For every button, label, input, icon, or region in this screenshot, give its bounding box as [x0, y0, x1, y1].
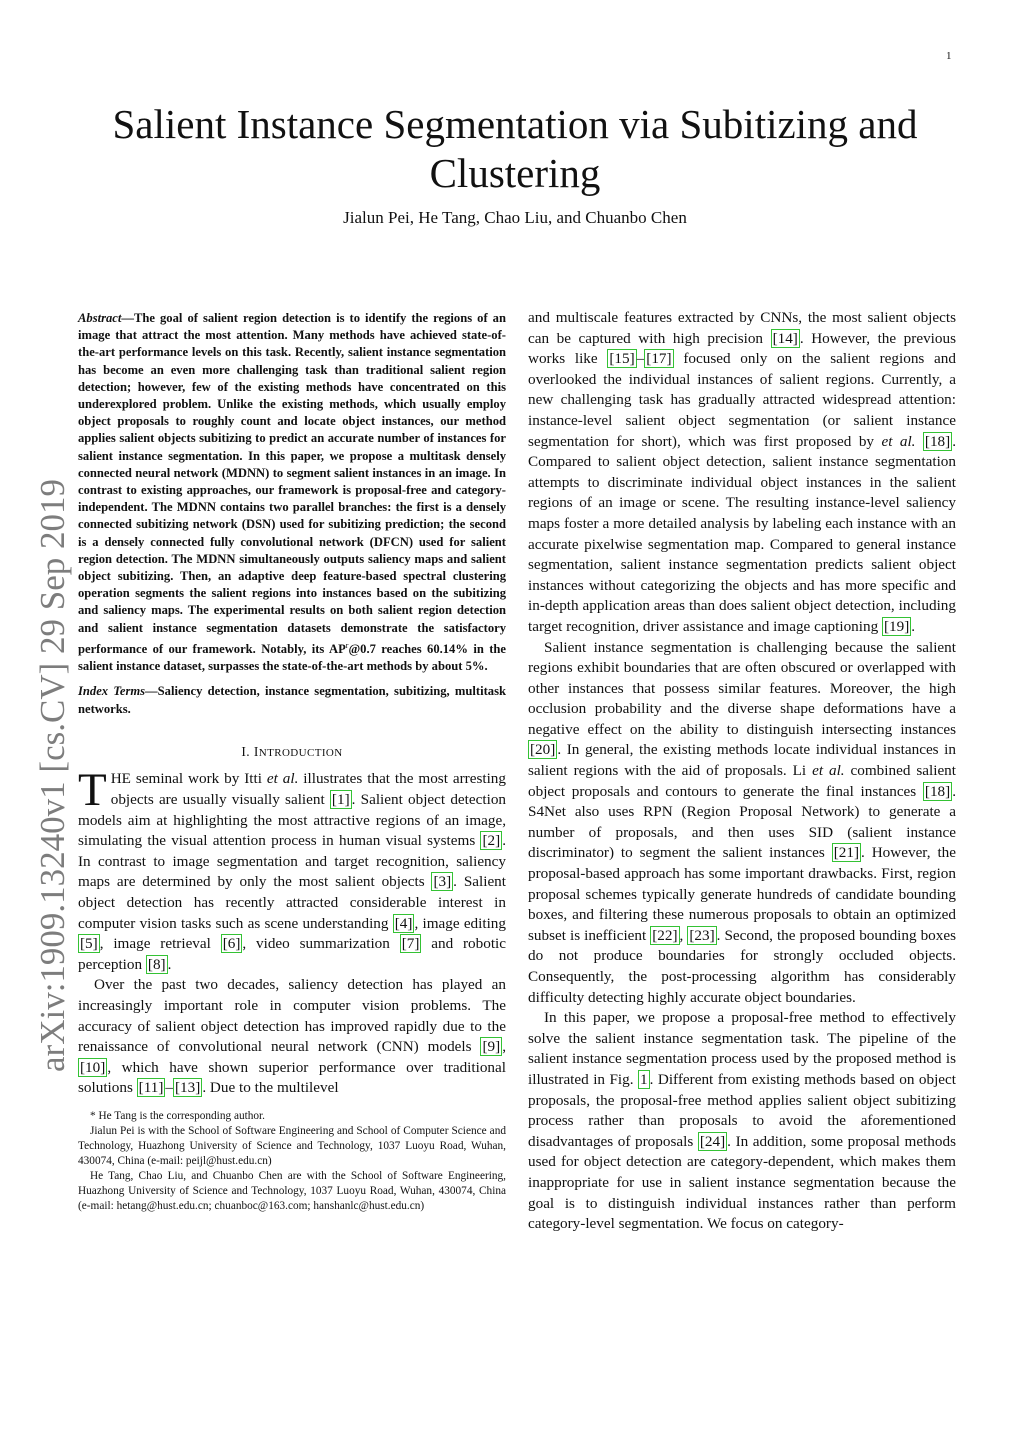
citation-link[interactable]: [6] — [222, 935, 241, 953]
citation-link[interactable]: [24] — [699, 1132, 726, 1150]
right-paragraph-2: Salient instance segmentation is challenging because the salient regions exhibit boundaries that are often obscured or overlapped with other instances that possess similar features. Moreover, the high occlusion probability and the diverse shape deformations have a negative effect on the ability to distinguish intersecting instances [20] . In general, the existing methods locate individual instances in salient regions with the aid of proposals. Li et al. combined salient object proposals and contours to generate the final instances [18] . S4Net also uses RPN (Region Proposal Network) to generate a number of proposals, and then uses SID (salient instance discriminator) to segment the salient instances [21] . However, the proposal-based approach has some important drawbacks. First, region proposal schemes typically generate hundreds of candidate bounding boxes, and filtering these numerous proposals to obtain an optimized subset is inefficient [22] , [23] . Second, the proposed bounding boxes do not produce boundaries for strongly occluded objects. Consequently, the post-processing algorithm has considerably difficulty detecting highly accurate object boundaries. — [528, 638, 957, 1006]
citation-link[interactable]: [2] — [482, 832, 501, 850]
right-column — [528, 308, 956, 1235]
index-terms — [78, 683, 506, 717]
citation-link[interactable]: [11] — [138, 1079, 164, 1097]
footnote-affiliation-2: He Tang, Chao Liu, and Chuanbo Chen are with the School of Software Engineering, Huazhong University of Science and Technology, 1037 Luoyu Road, Wuhan, 430074, China (e-mail: hetang@hust.edu.cn; chuanboc@163.com; hanshanlc@hust.edu.cn) — [78, 1169, 506, 1212]
left-column — [78, 310, 506, 1214]
section-heading-introduction: I. INTRODUCTION — [241, 743, 343, 759]
footnote-block — [78, 1109, 506, 1214]
citation-link[interactable]: [14] — [772, 329, 798, 347]
footnote-corresponding: * He Tang is the corresponding author. — [90, 1109, 266, 1122]
right-paragraph-3: In this paper, we propose a proposal-free method to effectively solve the salient instance segmentation task. The pipeline of the salient instance segmentation process used by the proposed method is illustrated in Fig. 1 . Different from existing methods based on object proposals, the proposal-free method applies salient object subitizing process rather than proposals to avoid the aforementioned disadvantages of proposals [24] . In addition, some proposal methods used for object detection are category-dependent, which makes them inappropriate for use in salient instance segmentation because the goal is to distinguish individual instances rather than perform category-level segmentation. We focus on category- — [528, 1009, 957, 1233]
citation-link[interactable]: [7] — [401, 935, 420, 953]
intro-paragraph-2: Over the past two decades, saliency detection has played an increasingly important role in computer vision problems. The accuracy of salient object detection has improved rapidly due to the renaissance of convolutional neural network (CNN) models [9] , [10] , which have shown superior performance over traditional solutions [11] – [13] . Due to the multilevel — [78, 976, 506, 1097]
citation-link[interactable]: [8] — [147, 955, 166, 973]
index-terms-text: —Saliency detection, instance segmentation, subitizing, multitask networks. — [78, 684, 506, 716]
citation-link[interactable]: [10] — [80, 1058, 106, 1076]
paper-authors: Jialun Pei, He Tang, Chao Liu, and Chuanbo Chen — [343, 208, 687, 227]
page-number: 1 — [946, 50, 952, 62]
abstract-label: Abstract — [78, 311, 122, 325]
citation-link[interactable]: [4] — [394, 914, 413, 932]
abstract-text: —The goal of salient region detection is to identify the regions of an image that attract the most attention. Many methods have achieved state-of-the-art performance levels on this task. Recently, salient instance segmentation has become an even more challenging task than traditional salient region detection; however, few of the existing methods have concentrated on this underexplored problem. Unlike the existing methods, which usually employ object proposals to roughly count and locate object instances, our method applies salient objects subitizing to predict an accurate number of instances for salient instance segmentation. In this paper, we propose a multitask densely connected neural network (MDNN) to segment salient instances in an image. In contrast to existing approaches, our framework is proposal-free and category-independent. The MDNN contains two parallel branches: the first is a densely connected subitizing network (DSN) used for subitizing prediction; the second is a densely connected fully convolutional network (DFCN) used for salient region detection. The MDNN simultaneously outputs saliency maps and salient object subitizing. Then, an adaptive deep feature-based spectral clustering operation segments the salient regions into instances based on the subitizing and saliency maps. The experimental results on both salient region detection and salient instance segmentation datasets demonstrate the satisfactory performance of our framework. Notably, its AP — [78, 311, 506, 657]
abstract-superscript: r — [345, 640, 349, 650]
citation-link[interactable]: [22] — [652, 926, 678, 944]
citation-link[interactable]: [9] — [482, 1038, 501, 1056]
arxiv-stamp: arXiv:1909.13240v1 [cs.CV] 29 Sep 2019 — [33, 478, 72, 1072]
citation-link[interactable]: [17] — [646, 350, 672, 368]
abstract-text-end: @0.7 reaches 60.14% in the salient instance dataset, surpasses the state-of-the-art methods by about 5%. — [78, 642, 506, 674]
footnote-affiliation-1: Jialun Pei is with the School of Software Engineering and School of Computer Science and Technology, Huazhong University of Science and Technology, 1037 Luoyu Road, Wuhan, 430074, China (e-mail: peijl@hust.edu.cn) — [78, 1124, 506, 1167]
index-terms-label: Index Terms — [78, 684, 146, 699]
citation-link[interactable]: [5] — [80, 935, 98, 953]
citation-link[interactable]: [18] — [924, 782, 951, 800]
citation-link[interactable]: [23] — [689, 926, 715, 944]
drop-cap: T — [78, 764, 107, 817]
citation-link[interactable]: [15] — [609, 350, 635, 368]
paper-title: Salient Instance Segmentation via Subitizing and Clustering — [112, 101, 918, 196]
citation-link[interactable]: [1] — [331, 791, 350, 809]
citation-link[interactable]: [18] — [924, 432, 951, 450]
abstract — [78, 310, 506, 675]
figure-link[interactable]: 1 — [640, 1070, 648, 1088]
citation-link[interactable]: [3] — [433, 873, 452, 891]
citation-link[interactable]: [13] — [175, 1079, 201, 1097]
right-paragraph-1: and multiscale features extracted by CNNs, the most salient objects can be captured with high precision [14] . However, the previous works like [15] – [17] focused only on the salient regions and overlooked the individual instances of salient regions. Currently, a new challenging task has gradually attracted widespread attention: instance-level salient object segmentation (or salient instance segmentation for short), which was first proposed by et al. [18] . Compared to salient object detection, salient instance segmentation attempts to discriminate individual object instances in the salient regions of an image or scene. The resulting instance-level saliency maps foster a more detailed analysis by labeling each instance with an accurate pixelwise segmentation map. Compared to general instance segmentation, salient instance segmentation predicts salient object instances without categorizing the objects and has more specific and in-depth application areas than does salient object detection, including target recognition, driver assistance and image captioning [19] . — [528, 309, 957, 635]
citation-link[interactable]: [21] — [833, 844, 860, 862]
citation-link[interactable]: [20] — [530, 741, 556, 759]
citation-link[interactable]: [19] — [883, 617, 910, 635]
intro-paragraph-1: THE seminal work by Itti et al. illustrates that the most arresting objects are usually visually salient [1] . Salient object detection models aim at highlighting the most attractive regions of an image, simulating the visual attention process in human visual systems [2] . In contrast to image segmentation and target recognition, saliency maps are determined by only the most salient objects [3] . Salient object detection has recently attracted considerable interest in computer vision tasks such as scene understanding [4] , image editing [5] , image retrieval [6] , video summarization [7] and robotic perception [8] . — [78, 764, 507, 973]
